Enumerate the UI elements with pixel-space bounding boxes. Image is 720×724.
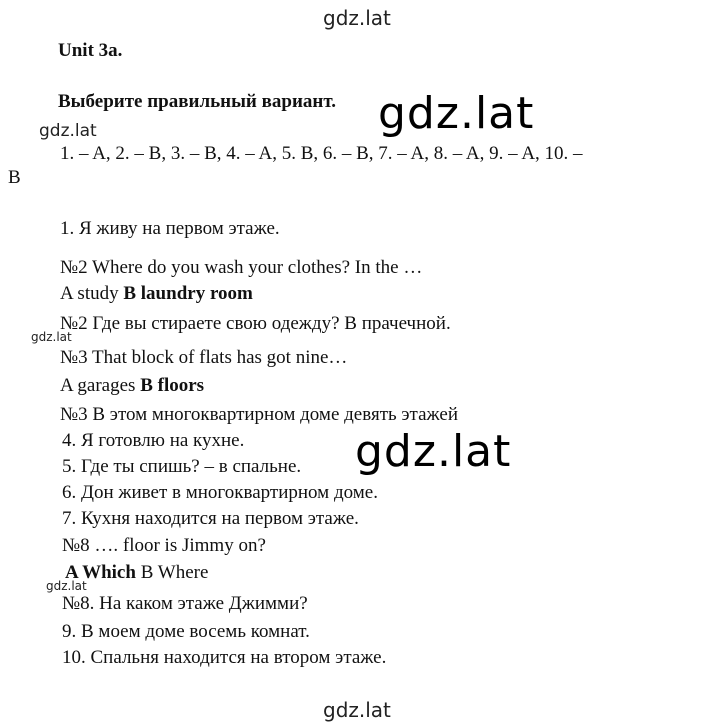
answer-key-line-1: 1. – A, 2. – B, 3. – B, 4. – A, 5. B, 6. – B, 7. – A, 8. – A, 9. – A, 10. –: [60, 143, 583, 164]
options-3: [60, 375, 204, 397]
watermark-bottom: gdz.lat: [323, 698, 391, 722]
watermark-large-2: gdz.lat: [355, 426, 512, 477]
watermark-small-1: gdz.lat: [39, 121, 97, 141]
translation-8: №8. На каком этаже Джимми?: [62, 593, 308, 614]
sentence-6: 6. Дон живет в многоквартирном доме.: [62, 482, 378, 503]
translation-3: №3 В этом многоквартирном доме девять этажей: [60, 404, 459, 425]
unit-title: Unit 3a.: [58, 40, 123, 61]
option-3b: B floors: [140, 375, 205, 396]
translation-2: №2 Где вы стираете свою одежду? В прачечной.: [60, 313, 451, 334]
option-8b: B Where: [135, 562, 209, 583]
sentence-4: 4. Я готовлю на кухне.: [62, 430, 245, 451]
question-2: №2 Where do you wash your clothes? In the …: [60, 257, 423, 278]
option-2a: A study: [60, 283, 124, 304]
sentence-10: 10. Спальня находится на втором этаже.: [62, 647, 387, 668]
options-8: [65, 562, 208, 584]
option-8a: A Which: [65, 562, 136, 583]
instruction-heading: Выберите правильный вариант.: [58, 91, 337, 112]
watermark-small-2: gdz.lat: [31, 330, 72, 344]
watermark-large-1: gdz.lat: [378, 88, 535, 139]
watermark-top: gdz.lat: [323, 6, 391, 30]
option-2b: B laundry room: [123, 283, 253, 304]
question-8: №8 …. floor is Jimmy on?: [62, 535, 266, 556]
sentence-5: 5. Где ты спишь? – в спальне.: [62, 456, 302, 477]
watermark-small-3: gdz.lat: [46, 579, 87, 593]
sentence-9: 9. В моем доме восемь комнат.: [62, 621, 310, 642]
option-3a: A garages: [60, 375, 141, 396]
options-2: [60, 283, 253, 305]
sentence-7: 7. Кухня находится на первом этаже.: [62, 508, 359, 529]
question-3: №3 That block of flats has got nine…: [60, 347, 348, 368]
answer-key-line-2: B: [8, 167, 21, 188]
sentence-1: 1. Я живу на первом этаже.: [60, 218, 280, 239]
